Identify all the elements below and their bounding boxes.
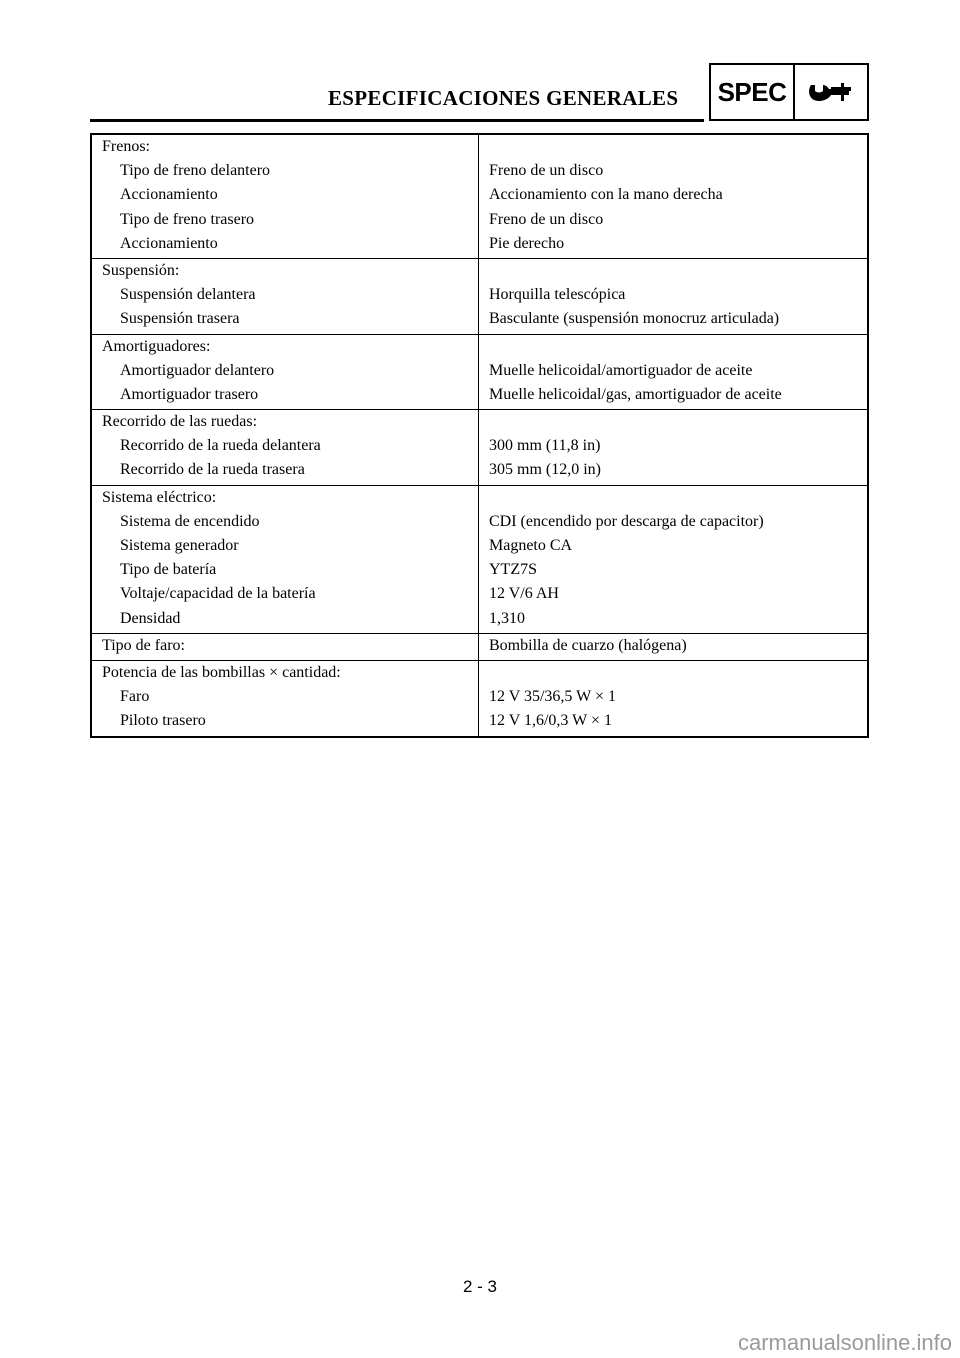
spec-item-value: 12 V 35/36,5 W × 1 [489,688,616,706]
spec-label-column [92,410,479,485]
spec-item-label: Piloto trasero [120,712,206,730]
spec-group-heading-value [489,135,867,159]
specifications-table [90,133,869,738]
spec-group [92,259,867,335]
spec-item-label: Faro [120,688,150,706]
spec-group-heading: Frenos: [102,138,150,155]
spec-group [92,135,867,259]
spec-item-value: 305 mm (12,0 in) [489,461,601,479]
spec-item-value: 12 V 1,6/0,3 W × 1 [489,712,612,730]
spec-value-column [479,486,867,633]
spec-group-heading: Amortiguadores: [102,337,211,355]
section-code-label: SPEC [711,65,795,119]
spec-item-value: Freno de un disco [489,210,604,228]
spec-item-value: 1,310 [489,609,525,627]
spec-group-heading-value [489,259,867,283]
spec-group-heading: Potencia de las bombillas × cantidad: [102,663,341,681]
spec-item-label: Tipo de batería [120,561,217,579]
page-number: 2 - 3 [462,1277,498,1296]
page-title: ESPECIFICACIONES GENERALES [328,86,679,110]
wrench-icon [795,65,867,119]
spec-group-heading: Sistema eléctrico: [102,488,217,506]
spec-item-label: Accionamiento [120,234,218,252]
spec-item-label: Voltaje/capacidad de la batería [120,585,316,603]
spec-group-heading: Recorrido de las ruedas: [102,413,258,431]
spec-group-heading-value [489,410,867,434]
spec-item-value: Accionamiento con la mano derecha [489,186,723,204]
spec-group-heading-value [489,661,867,685]
spec-item-value: Magneto CA [489,537,573,554]
spec-item-value: 300 mm (11,8 in) [489,437,601,455]
spec-item-value: Muelle helicoidal/gas, amortiguador de aceite [489,385,782,403]
spec-item-label: Amortiguador delantero [120,361,275,379]
spec-item-value: Freno de un disco [489,162,604,180]
spec-item-value: YTZ7S [489,561,537,579]
header-rule [90,119,704,122]
spec-item-label: Amortiguador trasero [120,385,259,403]
spec-item-value: Pie derecho [489,234,565,252]
spec-group-heading: Suspensión: [102,261,180,279]
spec-group [92,486,867,634]
spec-label-column [92,486,479,633]
spec-item-value: CDI (encendido por descarga de capacitor) [489,512,764,530]
spec-label-column [92,661,479,736]
spec-value-column [479,259,867,334]
spec-item-label: Sistema de encendido [120,512,260,530]
section-badge [709,63,869,121]
spec-item-value: 12 V/6 AH [489,585,559,603]
spec-group [92,634,867,661]
watermark: carmanualsonline.info [737,1330,952,1355]
spec-item-label: Sistema generador [120,537,239,554]
spec-value-column [479,661,867,736]
spec-label-column [92,259,479,334]
spec-value-column [479,634,867,660]
spec-item-value: Horquilla telescópica [489,286,626,304]
spec-group [92,661,867,736]
spec-group [92,335,867,411]
spec-item-label: Densidad [120,609,181,627]
spec-label-column [92,335,479,410]
spec-item-label: Suspensión delantera [120,286,256,304]
spec-group-heading: Tipo de faro: [102,636,185,654]
spec-item-value: Basculante (suspensión monocruz articulada) [489,310,780,328]
spec-value-column [479,135,867,258]
spec-item-label: Accionamiento [120,186,218,204]
spec-item-value: Muelle helicoidal/amortiguador de aceite [489,361,753,379]
spec-value-column [479,410,867,485]
spec-item-label: Recorrido de la rueda delantera [120,437,321,455]
spec-item-label: Tipo de freno delantero [120,162,271,180]
spec-item-label: Tipo de freno trasero [120,210,255,228]
spec-group-heading-value: Bombilla de cuarzo (halógena) [489,636,687,654]
spec-item-label: Suspensión trasera [120,310,240,328]
spec-group-heading-value [489,335,867,359]
spec-group-heading-value [489,486,867,510]
spec-label-column [92,135,479,258]
spec-item-label: Recorrido de la rueda trasera [120,461,305,479]
spec-label-column [92,634,479,660]
spec-value-column [479,335,867,410]
spec-group [92,410,867,486]
